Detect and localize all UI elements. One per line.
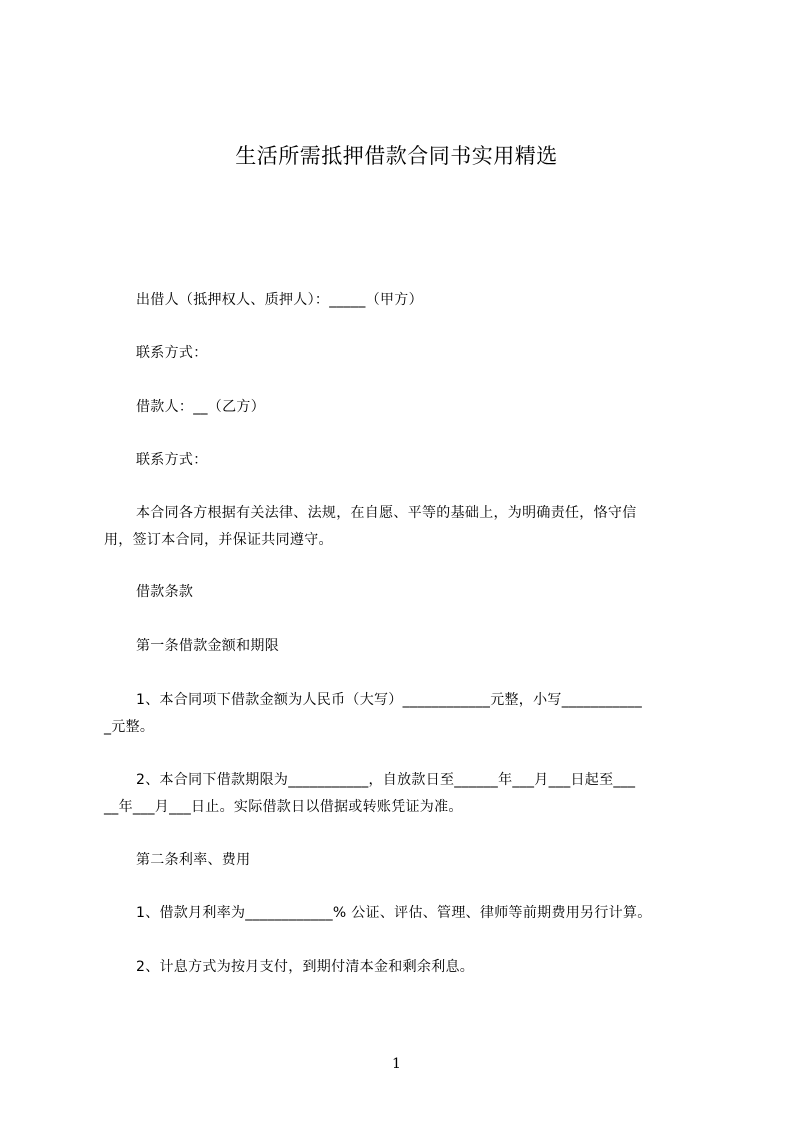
section-heading: 借款条款 (136, 584, 194, 600)
lender-line: 出借人（抵押权人、质押人）：_____（甲方） (136, 292, 423, 308)
preamble-line-1: 本合同各方根据有关法律、法规，在自愿、平等的基础上，为明确责任，恪守信 (136, 505, 637, 521)
page-number: 1 (392, 1056, 401, 1072)
article1-item2-line-2: __年___月___日止。实际借款日以借据或转账凭证为准。 (104, 799, 463, 815)
article2-item2: 2、计息方式为按月支付，到期付清本金和剩余利息。 (136, 959, 475, 975)
article1-heading: 第一条借款金额和期限 (136, 638, 279, 654)
article2-item1: 1、借款月利率为____________% 公证、评估、管理、律师等前期费用另行计算。 (136, 905, 652, 921)
borrower-line: 借款人：__（乙方） (136, 399, 265, 415)
article2-heading: 第二条利率、费用 (136, 852, 251, 868)
preamble-paragraph (104, 500, 711, 554)
preamble-line-2: 用，签订本合同，并保证共同遵守。 (104, 532, 333, 548)
lender-contact-line: 联系方式： (136, 345, 208, 361)
article1-item1-line-1: 1、本合同项下借款金额为人民币（大写）____________元整，小写___________ (136, 692, 643, 708)
article1-item2 (104, 767, 711, 821)
article1-item1-line-2: _元整。 (104, 719, 155, 735)
article1-item2-line-1: 2、本合同下借款期限为___________，自放款日至______年___月___日起至___ (136, 772, 636, 788)
borrower-contact-line: 联系方式： (136, 452, 208, 468)
document-title: 生活所需抵押借款合同书实用精选 (235, 144, 558, 168)
article1-item1 (104, 687, 711, 741)
